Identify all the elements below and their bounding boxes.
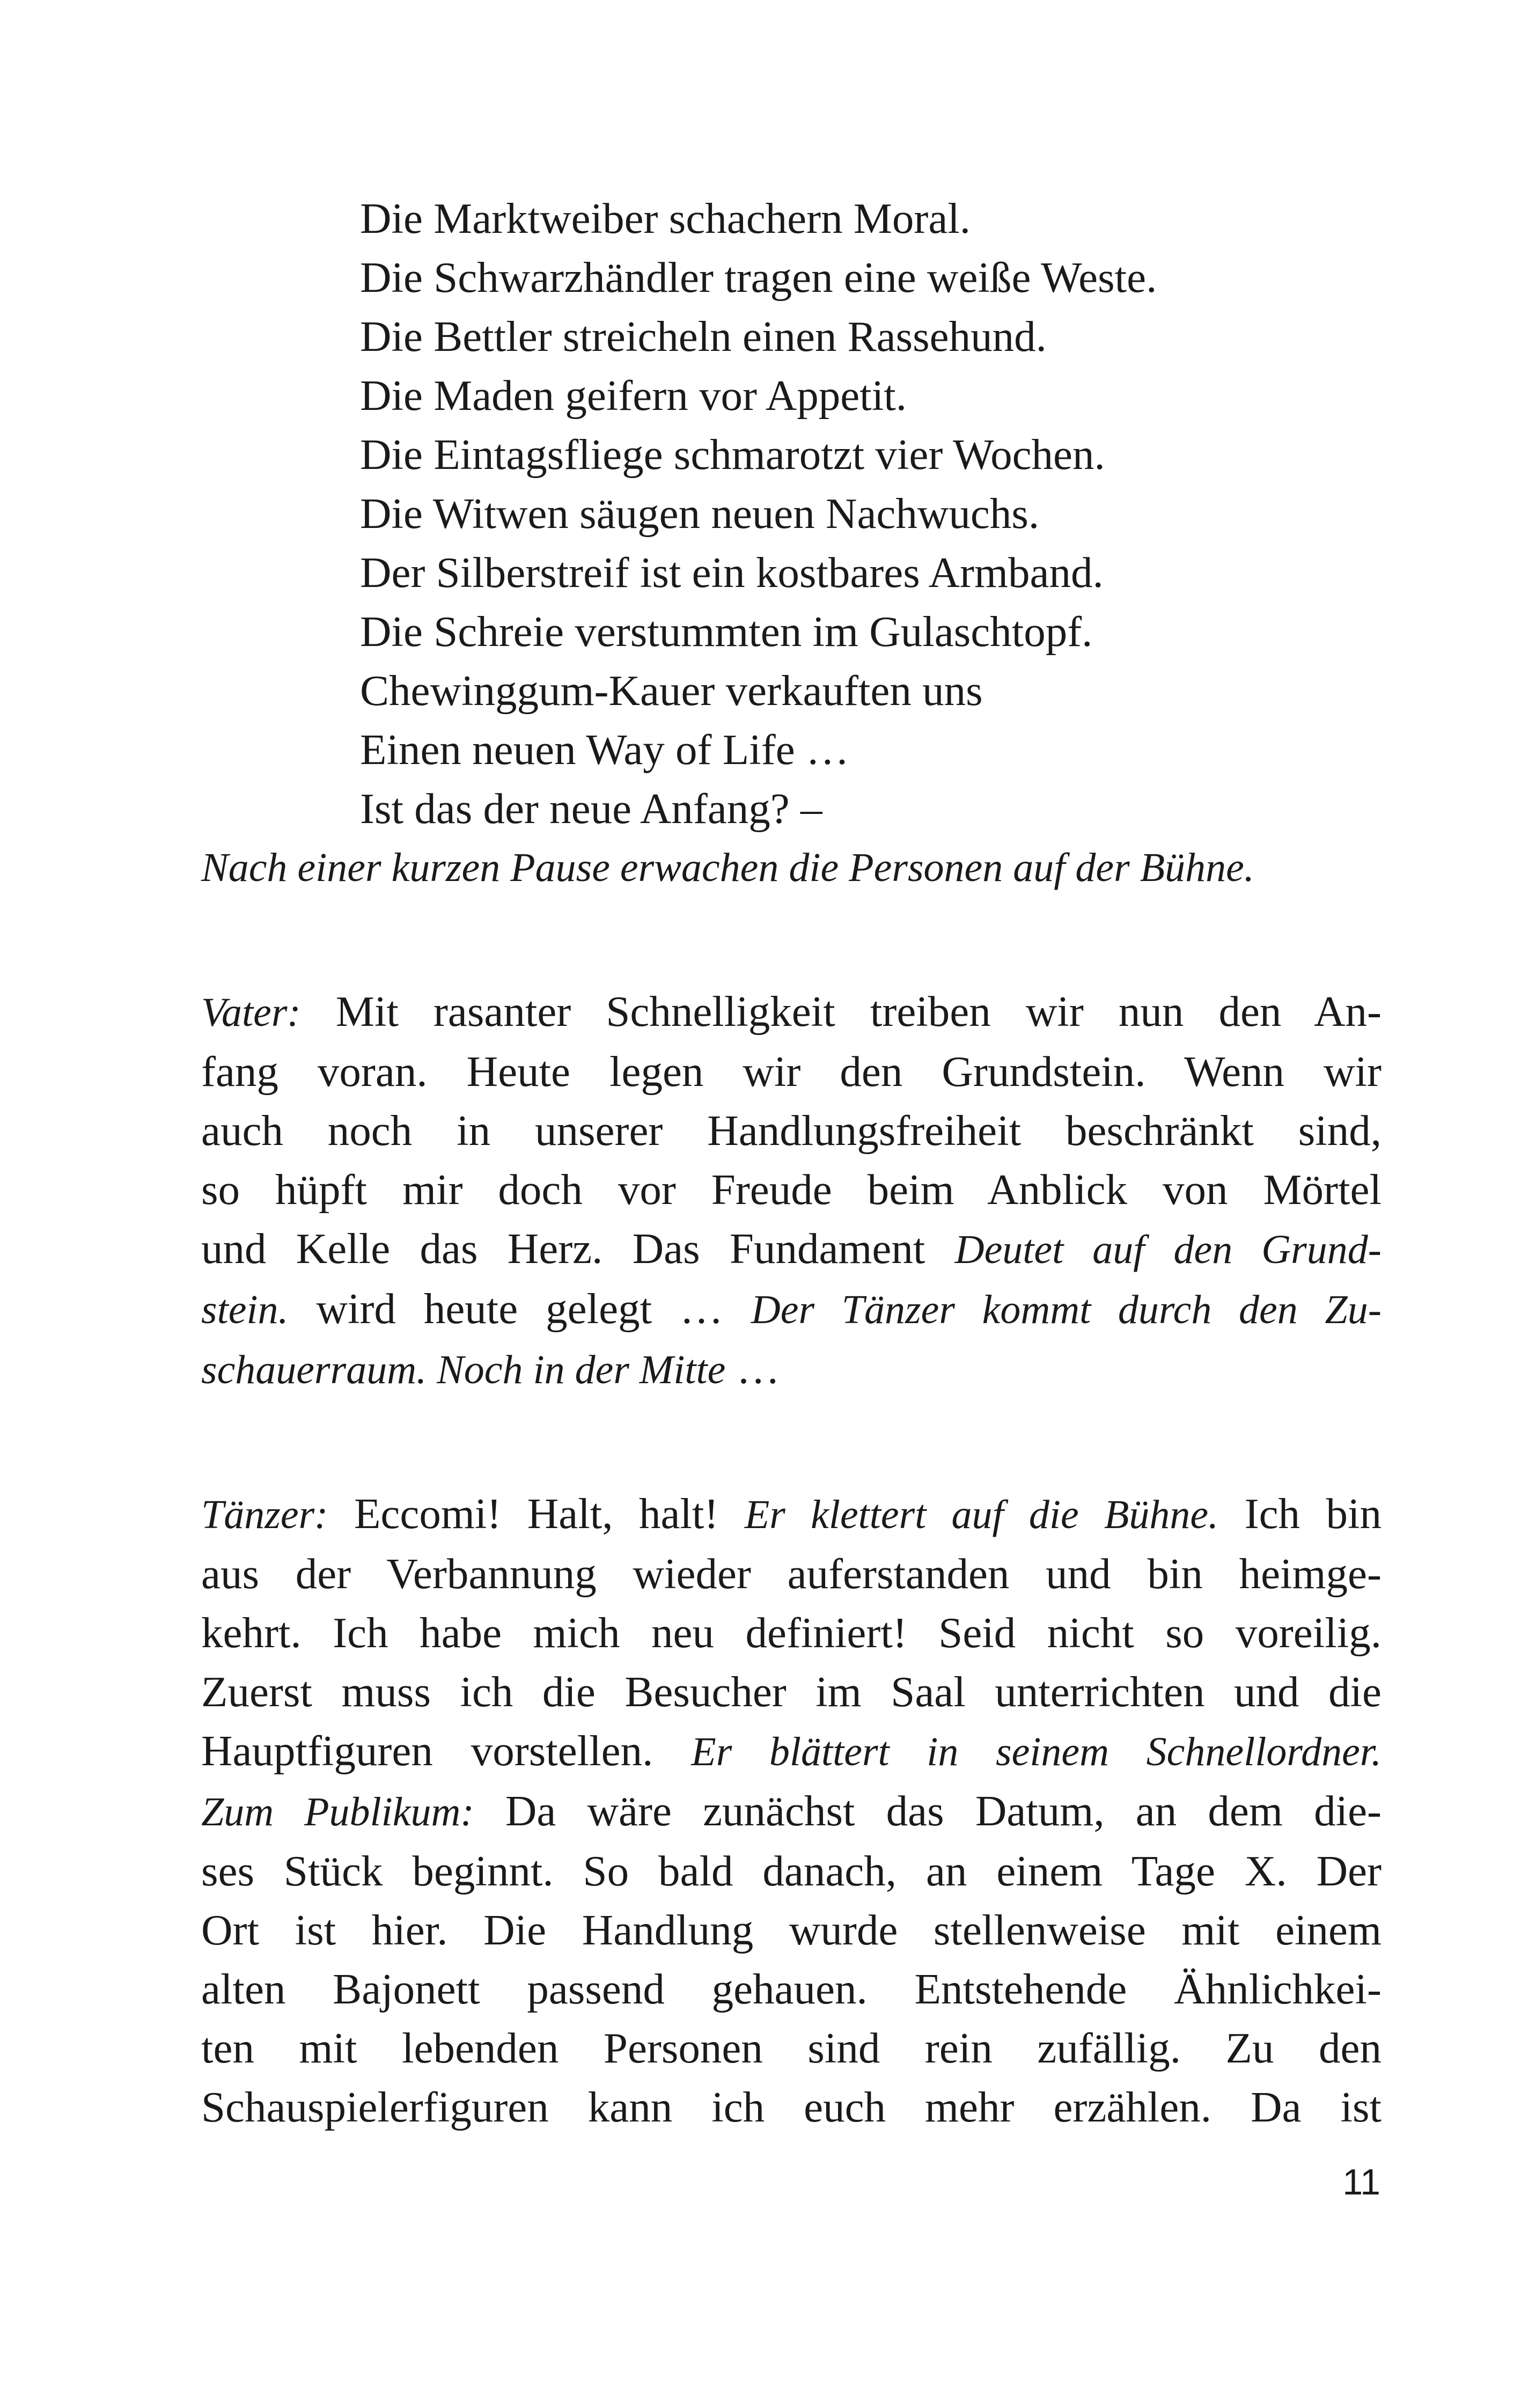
poem-line: Die Bettler streicheln einen Rassehund. [360, 312, 1047, 361]
speech-text: Da wäre zunächst das Datum, an dem die- [474, 1787, 1382, 1835]
stage-direction-inline: Der Tänzer kommt durch den Zu- [751, 1287, 1382, 1332]
stage-direction-inline: Zum Publikum: [201, 1789, 474, 1834]
stage-direction-inline: schauerraum. Noch in der Mitte [201, 1347, 726, 1392]
poem-line: Einen neuen Way of Life … [360, 725, 849, 774]
poem [360, 189, 1382, 838]
prose-line: kehrt. Ich habe mich neu definiert! Seid nicht so voreilig. [201, 1609, 1382, 1657]
prose-line [201, 1279, 1382, 1339]
stage-direction-inline: Er klettert auf die Bühne. [744, 1492, 1219, 1537]
prose-line: so hüpft mir doch vor Freude beim Anblick von Mörtel [201, 1165, 1382, 1214]
prose-line [201, 1484, 1382, 1544]
paragraph-spacer [201, 1399, 1382, 1484]
speech-text: Mit rasanter Schnelligkeit treiben wir nun den An- [300, 987, 1382, 1036]
poem-line: Ist das der neue Anfang? – [360, 784, 822, 833]
poem-line: Die Maden geifern vor Appetit. [360, 371, 907, 420]
speaker-name: Tänzer: [201, 1492, 328, 1537]
speech-text: Ich bin [1218, 1489, 1382, 1538]
prose-line [201, 1219, 1382, 1279]
prose-line [201, 1339, 1382, 1399]
page-number: 11 [1342, 2162, 1380, 2203]
stage-direction-inline: Er blättert in seinem Schnellordner. [691, 1729, 1382, 1774]
poem-line: Die Witwen säugen neuen Nachwuchs. [360, 489, 1040, 538]
poem-line: Chewinggum-Kauer verkauften uns [360, 666, 983, 715]
speaker-name: Vater: [201, 990, 301, 1035]
speech-text: … [725, 1345, 780, 1393]
prose-line [201, 1781, 1382, 1841]
prose-line: fang voran. Heute legen wir den Grundstein. Wenn wir [201, 1047, 1382, 1096]
stage-direction-inline: Deutet auf den Grund- [954, 1227, 1382, 1272]
speech-text: wird heute gelegt … [288, 1284, 751, 1333]
speech-text: Eccomi! Halt, halt! [328, 1489, 745, 1538]
taenzer-speech [201, 1484, 1382, 2137]
stage-direction: Nach einer kurzen Pause erwachen die Personen auf der Bühne. [201, 845, 1254, 890]
vater-speech [201, 982, 1382, 1399]
prose-line: auch noch in unserer Handlungsfreiheit beschränkt sind, [201, 1106, 1382, 1155]
prose-line: aus der Verbannung wieder auferstanden und bin heimge- [201, 1550, 1382, 1598]
prose-line [201, 982, 1382, 1042]
stage-direction-inline: stein. [201, 1287, 289, 1332]
prose-line: ten mit lebenden Personen sind rein zufällig. Zu den [201, 2024, 1382, 2072]
prose-line [201, 1721, 1382, 1781]
paragraph-spacer [201, 897, 1382, 982]
speech-text: und Kelle das Herz. Das Fundament [201, 1224, 955, 1273]
speech-text: Hauptfiguren vorstellen. [201, 1727, 692, 1775]
prose-line: alten Bajonett passend gehauen. Entstehende Ähnlichkei- [201, 1965, 1382, 2013]
poem-line: Der Silberstreif ist ein kostbares Armband. [360, 548, 1104, 597]
book-page [201, 189, 1382, 2137]
poem-line: Die Eintagsfliege schmarotzt vier Wochen. [360, 430, 1105, 479]
poem-line: Die Schreie verstummten im Gulaschtopf. [360, 607, 1093, 656]
poem-line: Die Schwarzhändler tragen eine weiße Weste. [360, 253, 1157, 302]
prose-line: Schauspielerfiguren kann ich euch mehr erzählen. Da ist [201, 2083, 1382, 2131]
poem-line: Die Marktweiber schachern Moral. [360, 194, 971, 243]
prose-line: ses Stück beginnt. So bald danach, an einem Tage X. Der [201, 1847, 1382, 1895]
prose-line: Zuerst muss ich die Besucher im Saal unterrichten und die [201, 1668, 1382, 1716]
prose-line: Ort ist hier. Die Handlung wurde stellenweise mit einem [201, 1906, 1382, 1954]
